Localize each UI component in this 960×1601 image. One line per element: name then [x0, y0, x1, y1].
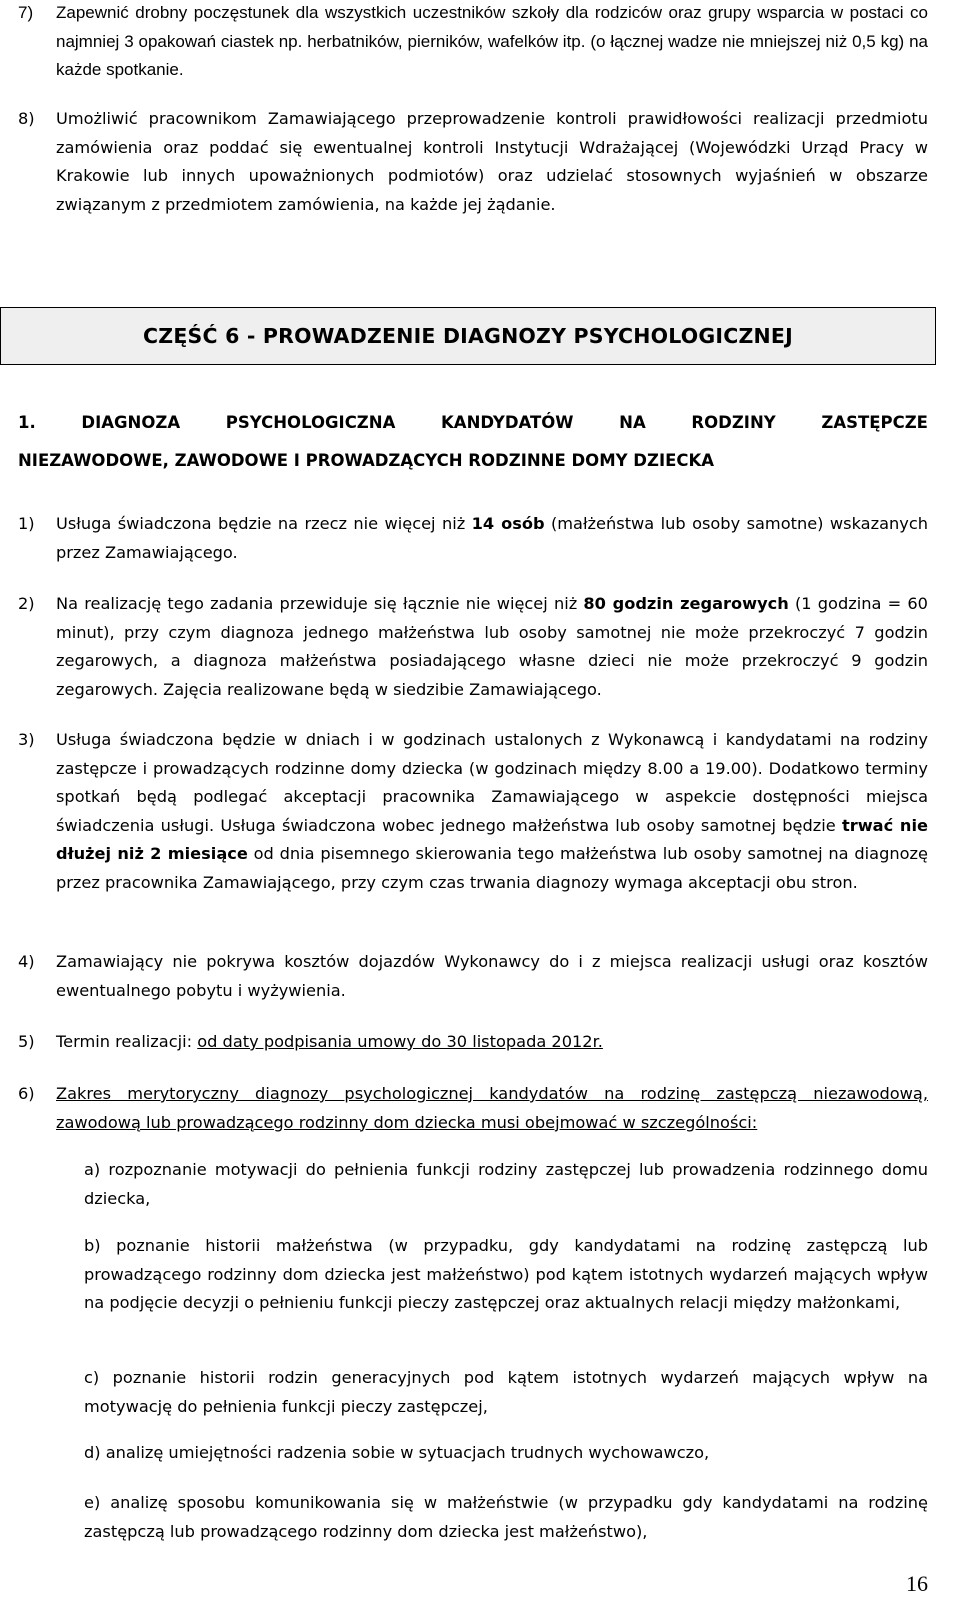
item-text: Zapewnić drobny poczęstunek dla wszystkich uczestników szkoły dla rodziców oraz grupy wsparcia w postaci co najmniej 3 opakowań ciastek np. herbatników, pierników, wafelków itp. (o łącznej wadze nie mniejszej niż 0,5 kg) na każde spotkanie. — [56, 3, 928, 80]
sub-item-d: d) analizę umiejętności radzenia sobie w sytuacjach trudnych wychowawczo, — [84, 1443, 710, 1462]
text-run: Usługa świadczona będzie w dniach i w godzinach ustalonych z Wykonawcą i kandydatami na rodziny zastępcze i prowadzących rodzinne domy dziecka (w godzinach między 8.00 a 19.00). Dodatkowo terminy spotkań będą podlegać akceptacji pracownika Zamawiającego w aspekcie dostępności miejsca świadczenia usługi. Usługa świadczona wobec jednego małżeństwa lub osoby samotnej będzie — [56, 730, 928, 835]
item-text — [56, 1028, 928, 1057]
item-text: Zakres merytoryczny diagnozy psychologicznej kandydatów na rodzinę zastępczą niezawodową, zawodową lub prowadzącego rodzinny dom dziecka musi obejmować w szczególności: — [56, 1084, 928, 1132]
item-text — [56, 590, 928, 704]
section-heading — [18, 404, 928, 480]
item-number: 2) — [18, 594, 35, 613]
heading-word: 1. — [18, 413, 36, 432]
item-number: 3) — [18, 730, 35, 749]
bold-text: 80 godzin zegarowych — [583, 594, 789, 613]
section-heading-line-2: NIEZAWODOWE, ZAWODOWE I PROWADZĄCYCH RODZINNE DOMY DZIECKA — [18, 451, 715, 470]
sub-item-b: b) poznanie historii małżeństwa (w przypadku, gdy kandydatami na rodzinę zastępczą lub prowadzącego rodzinny dom dziecka jest małżeństwo) pod kątem istotnych wydarzeń mających wpływ na podjęcie decyzji o pełnieniu funkcji pieczy zastępczej oraz aktualnych relacji między małżonkami, — [84, 1236, 928, 1313]
text-run: Termin realizacji: — [56, 1032, 198, 1051]
section-heading-line-1 — [18, 404, 928, 442]
item-text: Umożliwić pracownikom Zamawiającego przeprowadzenie kontroli prawidłowości realizacji przedmiotu zamówienia oraz poddać się ewentualnej kontroli Instytucji Wdrażającej (Wojewódzki Urząd Pracy w Krakowie lub innych upoważnionych podmiotów) oraz udzielać stosownych wyjaśnień w obszarze związanym z przedmiotem zamówienia, na każde jej żądanie. — [56, 109, 928, 214]
item-number: 7) — [18, 3, 34, 22]
item-number: 6) — [18, 1084, 35, 1103]
sub-item-c: c) poznanie historii rodzin generacyjnych pod kątem istotnych wydarzeń mających wpływ na motywację do pełnienia funkcji pieczy zastępczej, — [84, 1368, 928, 1416]
heading-word: KANDYDATÓW — [441, 413, 574, 432]
text-run: od dnia pisemnego skierowania tego małżeństwa lub osoby samotnej na diagnozę przez pracownika Zamawiającego, przy czym czas trwania diagnozy wymaga akceptacji obu stron. — [56, 844, 928, 892]
item-number: 1) — [18, 514, 35, 533]
heading-word: RODZINY — [691, 413, 776, 432]
heading-word: ZASTĘPCZE — [821, 413, 928, 432]
list-item-6 — [18, 1080, 928, 1137]
text-run: (1 godzina = 60 minut), przy czym diagnoza jednego małżeństwa lub osoby samotnej nie może przekroczyć 7 godzin zegarowych, a diagnoza małżeństwa posiadającego własne dzieci nie może przekroczyć 9 godzin zegarowych. Zajęcia realizowane będą w siedzibie Zamawiającego. — [56, 594, 928, 699]
bold-text: 14 osób — [471, 514, 545, 533]
item-text: Zamawiający nie pokrywa kosztów dojazdów Wykonawcy do i z miejsca realizacji usługi oraz kosztów ewentualnego pobytu i wyżywienia. — [56, 952, 928, 1000]
list-item-3 — [18, 726, 928, 898]
list-item-1 — [18, 510, 928, 567]
list-item-7 — [18, 0, 928, 85]
underlined-text: od daty podpisania umowy do 30 listopada 2012r. — [197, 1032, 603, 1051]
text-run: Usługa świadczona będzie na rzecz nie więcej niż — [56, 514, 472, 533]
item-number: 5) — [18, 1032, 35, 1051]
bold-text: trwać nie dłużej niż 2 miesiące — [56, 815, 928, 864]
item-text — [56, 510, 928, 567]
list-item-4 — [18, 948, 928, 1005]
part-title-box — [0, 307, 936, 365]
part-title: CZĘŚĆ 6 - PROWADZENIE DIAGNOZY PSYCHOLOGICZNEJ — [143, 324, 793, 348]
heading-word: DIAGNOZA — [81, 413, 181, 432]
item-text — [56, 726, 928, 898]
sub-item-a: a) rozpoznanie motywacji do pełnienia funkcji rodziny zastępczej lub prowadzenia rodzinnego domu dziecka, — [84, 1160, 928, 1208]
text-run: (małżeństwa lub osoby samotne) wskazanych przez Zamawiającego. — [56, 514, 928, 562]
sub-item-e: e) analizę sposobu komunikowania się w małżeństwie (w przypadku gdy kandydatami na rodzinę zastępczą lub prowadzącego rodzinny dom dziecka jest małżeństwo), — [84, 1493, 928, 1541]
heading-word: PSYCHOLOGICZNA — [225, 413, 396, 432]
list-item-5 — [18, 1028, 928, 1057]
text-run: Na realizację tego zadania przewiduje się łącznie nie więcej niż — [56, 594, 584, 613]
heading-word: NA — [619, 413, 646, 432]
list-item-2 — [18, 590, 928, 704]
item-number: 8) — [18, 109, 35, 128]
page-number: 16 — [906, 1571, 928, 1596]
list-item-8 — [18, 105, 928, 219]
item-number: 4) — [18, 952, 35, 971]
